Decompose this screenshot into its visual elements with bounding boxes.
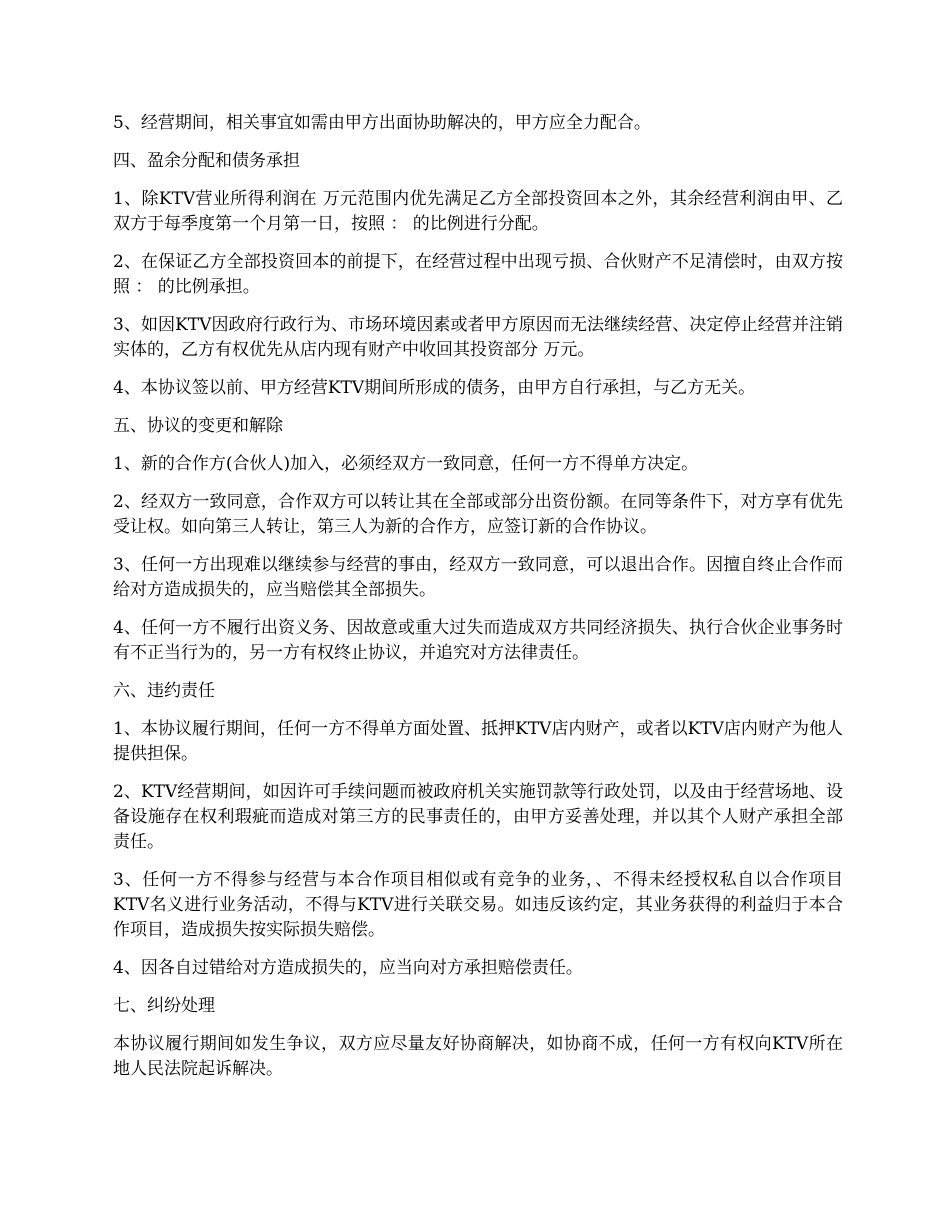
clause-breach-1: 1、本协议履行期间，任何一方不得单方面处置、抵押KTV店内财产，或者以KTV店内财产为他人提供担保。	[113, 719, 843, 764]
clause-breach-2: 2、KTV经营期间，如因许可手续问题而被政府机关实施罚款等行政处罚，以及由于经营场地、设备设施存在权利瑕疵而造成对第三方的民事责任的，由甲方妥善处理，并以其个人财产承担全部责任。	[113, 782, 843, 852]
clause-profit-4: 4、本协议签以前、甲方经营KTV期间所形成的债务，由甲方自行承担，与乙方无关。	[113, 378, 756, 398]
clause-profit-1: 1、除KTV营业所得利润在 万元范围内优先满足乙方全部投资回本之外，其余经营利润由甲、乙双方于每季度第一个月第一日，按照 ： 的比例进行分配。	[113, 189, 843, 234]
clause-change-1: 1、新的合作方(合伙人)加入，必须经双方一致同意，任何一方不得单方决定。	[113, 454, 699, 474]
clause-breach-4: 4、因各自过错给对方造成损失的，应当向对方承担赔偿责任。	[113, 958, 583, 978]
document-page	[113, 111, 843, 1095]
clause-dispute: 本协议履行期间如发生争议，双方应尽量友好协商解决，如协商不成，任何一方有权向KTV所在地人民法院起诉解决。	[113, 1034, 843, 1079]
clause-profit-2: 2、在保证乙方全部投资回本的前提下，在经营过程中出现亏损、合伙财产不足清偿时，由双方按照 ： 的比例承担。	[113, 252, 843, 297]
clause-breach-3: 3、任何一方不得参与经营与本合作项目相似或有竞争的业务，、不得未经授权私自以合作项目KTV名义进行业务活动，不得与KTV进行关联交易。如违反该约定，其业务获得的利益归于本合作项目，造成损失按实际损失赔偿。	[113, 870, 843, 940]
section-heading-change-termination: 五、协议的变更和解除	[113, 416, 283, 436]
clause-5-cooperation: 5、经营期间，相关事宜如需由甲方出面协助解决的，甲方应全力配合。	[113, 113, 651, 133]
section-heading-breach-liability: 六、违约责任	[113, 681, 215, 701]
clause-change-2: 2、经双方一致同意，合作双方可以转让其在全部或部分出资份额。在同等条件下，对方享有优先受让权。如向第三人转让，第三人为新的合作方，应签订新的合作协议。	[113, 492, 843, 537]
clause-change-3: 3、任何一方出现难以继续参与经营的事由，经双方一致同意，可以退出合作。因擅自终止合作而给对方造成损失的，应当赔偿其全部损失。	[113, 555, 843, 600]
clause-profit-3: 3、如因KTV因政府行政行为、市场环境因素或者甲方原因而无法继续经营、决定停止经营并注销实体的，乙方有权优先从店内现有财产中收回其投资部分 万元。	[113, 315, 843, 360]
section-heading-dispute-resolution: 七、纠纷处理	[113, 996, 215, 1016]
section-heading-profit-distribution: 四、盈余分配和债务承担	[113, 151, 300, 171]
clause-change-4: 4、任何一方不履行出资义务、因故意或重大过失而造成双方共同经济损失、执行合伙企业事务时有不正当行为的，另一方有权终止协议，并追究对方法律责任。	[113, 618, 843, 663]
